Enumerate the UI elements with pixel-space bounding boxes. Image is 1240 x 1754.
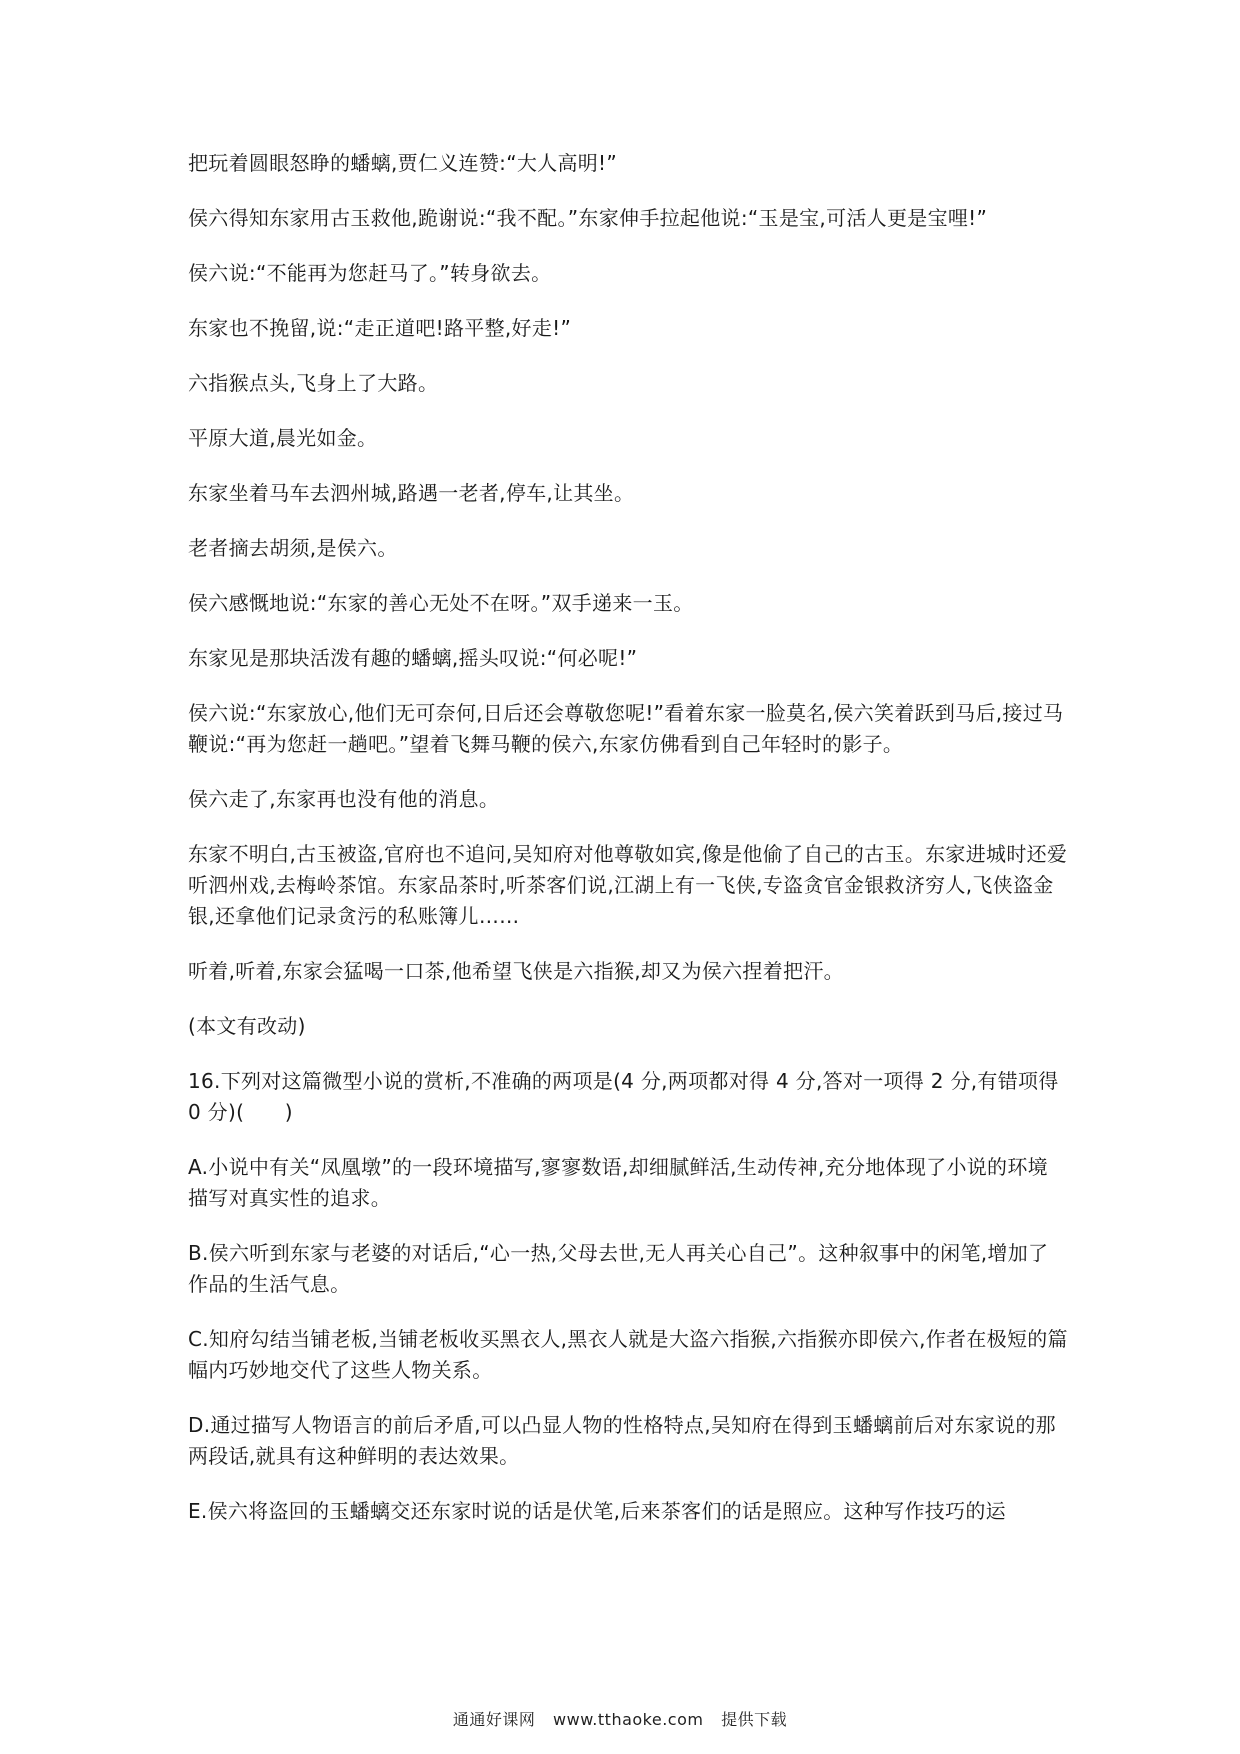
story-paragraph: 六指猴点头,飞身上了大路。 — [188, 371, 439, 395]
story-paragraph: 侯六说:“不能再为您赶马了。”转身欲去。 — [188, 261, 552, 285]
story-paragraph: 侯六走了,东家再也没有他的消息。 — [188, 787, 500, 811]
option-c: C.知府勾结当铺老板,当铺老板收买黑衣人,黑衣人就是大盗六指猴,六指猴亦即侯六,作者在极短的篇幅内巧妙地交代了这些人物关系。 — [188, 1327, 1068, 1382]
story-paragraph: 东家不明白,古玉被盗,官府也不追问,吴知府对他尊敬如宾,像是他偷了自己的古玉。东家进城时还爱听泗州戏,去梅岭茶馆。东家品茶时,听茶客们说,江湖上有一飞侠,专盗贪官金银救济穷人,飞侠盗金银,还拿他们记录贪污的私账簿儿…… — [188, 842, 1068, 928]
source-note: (本文有改动) — [188, 1014, 306, 1038]
story-paragraph: 把玩着圆眼怒睁的蟠螭,贾仁义连赞:“大人高明!” — [188, 151, 618, 175]
story-paragraph: 侯六说:“东家放心,他们无可奈何,日后还会尊敬您呢!”看着东家一脸莫名,侯六笑着跃到马后,接过马鞭说:“再为您赶一趟吧。”望着飞舞马鞭的侯六,东家仿佛看到自己年轻时的影子。 — [188, 701, 1064, 756]
option-a: A.小说中有关“凤凰墩”的一段环境描写,寥寥数语,却细腻鲜活,生动传神,充分地体现了小说的环境描写对真实性的追求。 — [188, 1155, 1048, 1210]
story-paragraph: 老者摘去胡须,是侯六。 — [188, 536, 398, 560]
option-d: D.通过描写人物语言的前后矛盾,可以凸显人物的性格特点,吴知府在得到玉蟠螭前后对东家说的那两段话,就具有这种鲜明的表达效果。 — [188, 1413, 1056, 1468]
footer-suffix: 提供下载 — [721, 1710, 788, 1729]
story-paragraph: 平原大道,晨光如金。 — [188, 426, 378, 450]
footer-site-url[interactable]: www.tthaoke.com — [553, 1710, 704, 1729]
question-stem: 16.下列对这篇微型小说的赏析,不准确的两项是(4 分,两项都对得 4 分,答对一项得 2 分,有错项得 0 分)( ) — [188, 1069, 1059, 1124]
story-paragraph: 侯六感慨地说:“东家的善心无处不在呀。”双手递来一玉。 — [188, 591, 694, 615]
story-paragraph: 侯六得知东家用古玉救他,跪谢说:“我不配。”东家伸手拉起他说:“玉是宝,可活人更是宝哩!” — [188, 206, 988, 230]
story-paragraph: 东家坐着马车去泗州城,路遇一老者,停车,让其坐。 — [188, 481, 635, 505]
footer-site-name: 通通好课网 — [452, 1710, 536, 1729]
story-paragraph: 东家也不挽留,说:“走正道吧!路平整,好走!” — [188, 316, 572, 340]
option-b: B.侯六听到东家与老婆的对话后,“心一热,父母去世,无人再关心自己”。这种叙事中的闲笔,增加了作品的生活气息。 — [188, 1241, 1049, 1296]
story-paragraph: 东家见是那块活泼有趣的蟠螭,摇头叹说:“何必呢!” — [188, 646, 638, 670]
option-e: E.侯六将盗回的玉蟠螭交还东家时说的话是伏笔,后来茶客们的话是照应。这种写作技巧的运 — [188, 1499, 1006, 1523]
document-body — [188, 148, 1068, 1551]
story-paragraph: 听着,听着,东家会猛喝一口茶,他希望飞侠是六指猴,却又为侯六捏着把汗。 — [188, 959, 844, 983]
page-footer — [0, 1707, 1240, 1730]
